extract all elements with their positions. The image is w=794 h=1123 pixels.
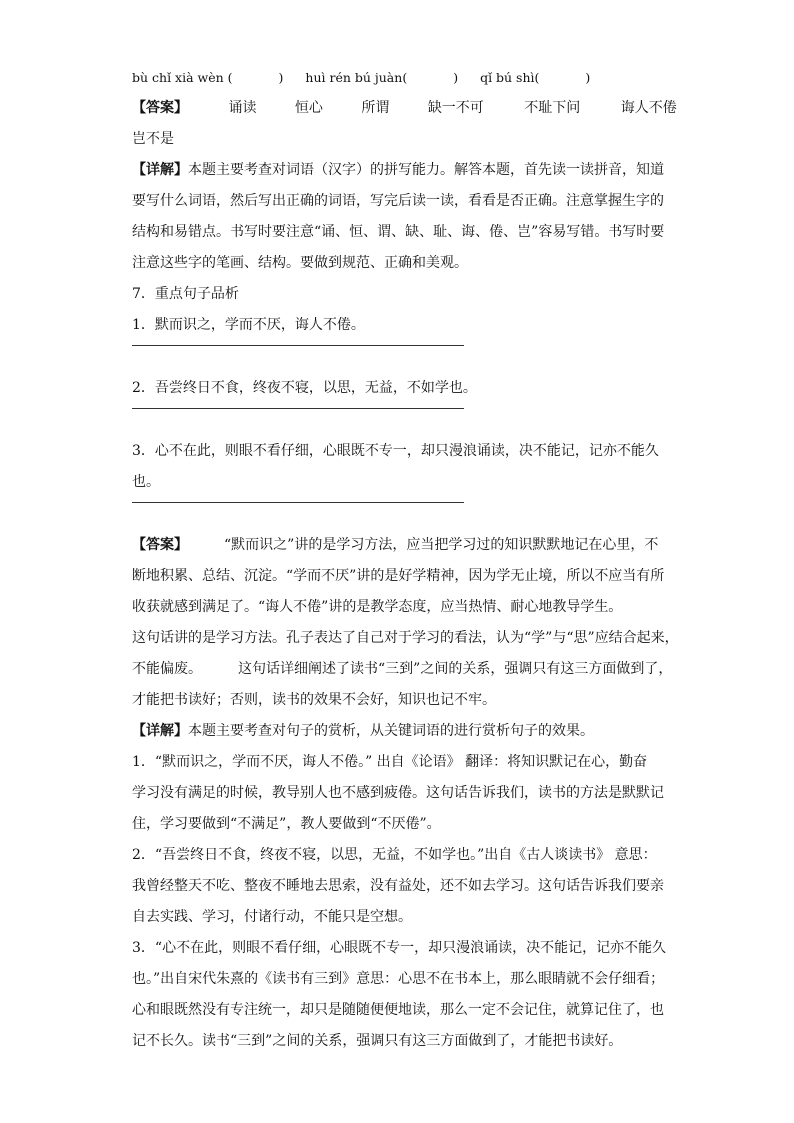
answer-blank-line[interactable] bbox=[132, 502, 464, 503]
answer-word: 诲人不倦 bbox=[620, 100, 677, 116]
detail-1-line: 注意这些字的笔画、结构。要做到规范、正确和美观。 bbox=[132, 255, 468, 271]
answer-2-line bbox=[132, 654, 673, 685]
detail-2-line: 我曾经整天不吃、整夜不睡地去思索，没有益处，还不如去学习。这句话告诉我们要亲 bbox=[132, 878, 664, 894]
answer-2-line: 这句话讲的是学习方法。孔子表达了自己对于学习的看法，认为“学”与“思”应结合起来， bbox=[132, 630, 679, 646]
question-2: 2．吾尝终日不食，终夜不寝，以思，无益，不如学也。 bbox=[132, 380, 477, 396]
answer-2-text: 这句话详细阐述了读书“三到”之间的关系，强调只有这三方面做到了， bbox=[238, 661, 673, 677]
pinyin-3: qǐ bú shì( bbox=[480, 70, 540, 85]
answer-2-line: 才能把书读好；否则，读书的效果不会好，知识也记不牢。 bbox=[132, 692, 496, 708]
detail-2-line: 心和眼既然没有专注统一，却只是随随便便地读，那么一定不会记住，就算记住了，也 bbox=[132, 1002, 664, 1018]
pinyin-1: bù chǐ xià wèn ( bbox=[132, 70, 233, 85]
answer-blank-line[interactable] bbox=[132, 345, 464, 346]
answer-blank-line[interactable] bbox=[132, 408, 464, 409]
detail-1-line bbox=[132, 155, 662, 186]
detail-2-line: 也。”出自宋代朱熹的《读书有三到》意思：心思不在书本上，那么眼睛就不会仔细看； bbox=[132, 971, 665, 987]
detail-2-intro: 本题主要考查对句子的赏析，从关键词语的进行赏析句子的效果。 bbox=[188, 723, 594, 739]
answer-word: 所谓 bbox=[361, 100, 390, 116]
answer-tag: 【答案】 bbox=[132, 100, 188, 116]
answer-word: 诵读 bbox=[228, 100, 257, 116]
question-1: 1．默而识之，学而不厌，诲人不倦。 bbox=[132, 317, 365, 333]
detail-2-line: 住，学习要做到“不满足”，教人要做到“不厌倦”。 bbox=[132, 816, 441, 832]
answer-2-line bbox=[132, 530, 662, 561]
detail-2-line: 3．“心不在此，则眼不看仔细，心眼既不专一，却只漫浪诵读，决不能记，记亦不能久 bbox=[132, 940, 667, 956]
detail-2-line: 自去实践、学习，付诸行动，不能只是空想。 bbox=[132, 909, 412, 925]
pinyin-3-close: ) bbox=[585, 70, 591, 85]
detail-2-line bbox=[132, 716, 662, 747]
detail-2-line: 2．“吾尝终日不食，终夜不寝，以思，无益，不如学也。”出自《古人谈读书》 意思： bbox=[132, 847, 657, 863]
answer-1-last: 岂不是 bbox=[132, 131, 174, 147]
pinyin-2: huì rén bú juàn( bbox=[305, 70, 408, 85]
answer-word: 不耻下问 bbox=[524, 100, 581, 116]
answer-2-no-bias: 不能偏废。 bbox=[132, 661, 202, 677]
answer-word: 缺一不可 bbox=[427, 100, 484, 116]
answer-2-text: “默而识之”讲的是学习方法，应当把学习过的知识默默地记在心里，不 bbox=[224, 537, 659, 553]
answer-word: 恒心 bbox=[294, 100, 323, 116]
answer-2-line: 断地积累、总结、沉淀。“学而不厌”讲的是好学精神，因为学无止境，所以不应当有所 bbox=[132, 568, 665, 584]
pinyin-row bbox=[132, 62, 662, 93]
answer-tag: 【答案】 bbox=[132, 537, 188, 553]
pinyin-1-close: ) bbox=[278, 70, 284, 85]
detail-2-line: 1．“默而识之，学而不厌，诲人不倦。” 出自《论语》 翻译：将知识默记在心，勤奋 bbox=[132, 754, 648, 770]
detail-tag: 【详解】 bbox=[132, 162, 188, 178]
question-3-cont: 也。 bbox=[132, 474, 160, 490]
question-3: 3．心不在此，则眼不看仔细，心眼既不专一，却只漫浪诵读，决不能记，记亦不能久 bbox=[132, 443, 659, 459]
pinyin-2-close: ) bbox=[453, 70, 459, 85]
detail-1-line: 要写什么词语，然后写出正确的词语，写完后读一读，看看是否正确。注意掌握生字的 bbox=[132, 193, 664, 209]
detail-1-line: 结构和易错点。书写时要注意“诵、恒、谓、缺、耻、诲、倦、岂”容易写错。书写时要 bbox=[132, 224, 665, 240]
detail-1-text: 本题主要考查对词语（汉字）的拼写能力。解答本题，首先读一读拼音，知道 bbox=[188, 162, 664, 178]
answer-2-line: 收获就感到满足了。“诲人不倦”讲的是教学态度，应当热情、耐心地教导学生。 bbox=[132, 599, 623, 615]
answer-1-row bbox=[132, 93, 677, 124]
document-content bbox=[132, 62, 679, 1057]
section-title: 7．重点句子品析 bbox=[132, 286, 239, 302]
detail-2-line: 学习没有满足的时候，教导别人也不感到疲倦。这句话告诉我们，读书的方法是默默记 bbox=[132, 785, 664, 801]
detail-2-line: 记不长久。读书“三到”之间的关系，强调只有这三方面做到了，才能把书读好。 bbox=[132, 1033, 623, 1049]
detail-tag: 【详解】 bbox=[132, 723, 188, 739]
